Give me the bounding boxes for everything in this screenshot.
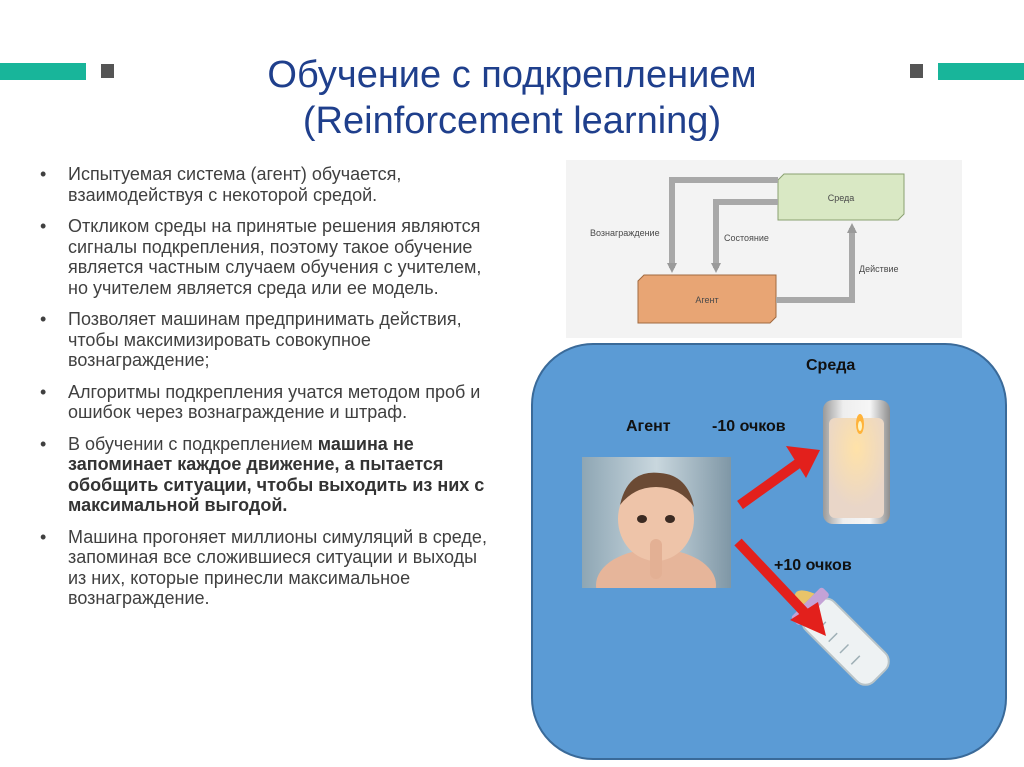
panel-plus-points-label: +10 очков: [774, 557, 852, 574]
title-line-2: (Reinforcement learning): [302, 100, 722, 142]
panel-minus-points-label: -10 очков: [712, 418, 786, 435]
arrow-to-candle-icon: [740, 446, 820, 505]
title-line-1: Обучение с подкреплением: [267, 54, 757, 96]
bullet-item: • Испытуемая система (агент) обучается, взаимодействуя с некоторой средой.: [38, 164, 498, 205]
arrow-to-bottle-icon: [738, 542, 826, 636]
bullet-item: • Машина прогоняет миллионы симуляций в среде, запоминая все сложившиеся ситуации и выходы из них, которые принесли максимальное вознаграждение.: [38, 527, 498, 609]
diagram-reward-label: Вознаграждение: [590, 228, 660, 238]
diagram-agent-label: Агент: [695, 295, 719, 305]
panel-agent-label: Агент: [626, 418, 671, 435]
bullet-item: • Алгоритмы подкрепления учатся методом проб и ошибок через вознаграждение и штраф.: [38, 382, 498, 423]
bullet-bold-text: машина не запоминает каждое движение, а пытается обобщить ситуации, чтобы выходить из них с максимальной выгодой.: [68, 433, 485, 515]
bullet-item: • В обучении с подкреплением машина не запоминает каждое движение, а пытается обобщить ситуации, чтобы выходить из них с максимальной выгодой.: [38, 434, 498, 516]
diagram-env-label: Среда: [827, 193, 855, 203]
panel-env-label: Среда: [806, 357, 856, 374]
diagram-state-label: Состояние: [724, 233, 769, 243]
diagram-action-label: Действие: [859, 264, 899, 274]
bullet-item: • Откликом среды на принятые решения являются сигналы подкрепления, поэтому такое обучение является частным случаем обучения с учителем, но учителем является среда или ее модель.: [38, 216, 498, 298]
bullet-item: • Позволяет машинам предпринимать действия, чтобы максимизировать совокупное вознаграждение;: [38, 309, 498, 371]
